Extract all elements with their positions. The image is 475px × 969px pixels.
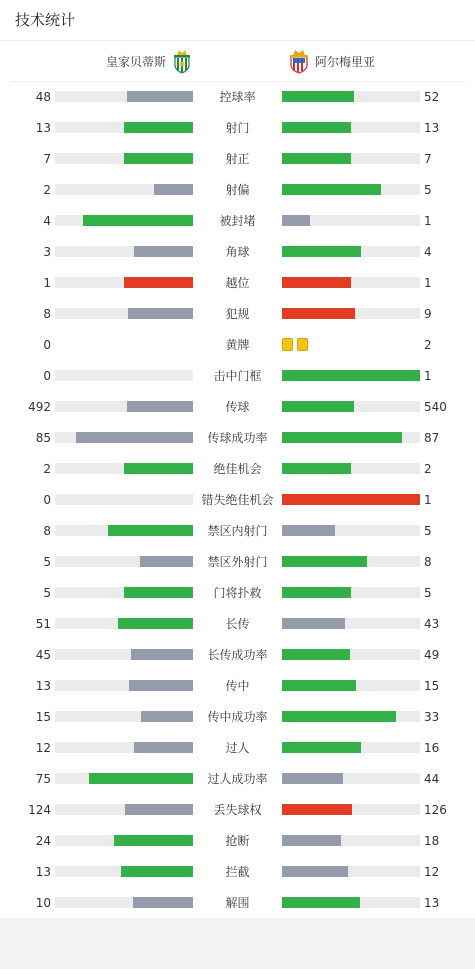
home-bar-track — [55, 277, 193, 288]
home-bar-fill — [131, 649, 193, 660]
away-bar-fill — [282, 215, 310, 226]
away-bar-track — [282, 401, 420, 412]
home-bar-track — [55, 556, 193, 567]
team-header — [0, 47, 475, 75]
home-value: 48 — [35, 90, 51, 104]
stat-row — [0, 515, 475, 546]
away-bar-fill — [282, 91, 354, 102]
home-bar-fill — [124, 153, 193, 164]
stat-row — [0, 608, 475, 639]
home-bar-track — [55, 618, 193, 629]
home-value: 2 — [43, 183, 51, 197]
stats-list — [0, 81, 475, 918]
stat-row — [0, 236, 475, 267]
stat-row — [0, 856, 475, 887]
away-value: 52 — [424, 90, 440, 104]
away-value: 126 — [424, 803, 447, 817]
home-bar-track — [55, 525, 193, 536]
home-value: 0 — [43, 493, 51, 507]
away-value: 5 — [424, 524, 432, 538]
stat-row — [0, 112, 475, 143]
home-value: 45 — [35, 648, 51, 662]
home-bar-fill — [134, 246, 193, 257]
almeria-crest-icon — [288, 48, 310, 74]
home-value: 8 — [43, 307, 51, 321]
away-bar-fill — [282, 525, 335, 536]
away-bar-fill — [282, 711, 396, 722]
away-value: 1 — [424, 369, 432, 383]
home-bar-fill — [89, 773, 193, 784]
stat-label: 犯规 — [225, 307, 250, 321]
home-bar-fill — [124, 277, 193, 288]
away-bar-fill — [282, 370, 420, 381]
home-bar-track — [55, 804, 193, 815]
home-bar-fill — [76, 432, 193, 443]
stat-label: 传球 — [225, 400, 250, 414]
yellow-card-icon — [282, 338, 293, 351]
away-bar-track — [282, 308, 420, 319]
stat-label: 拦截 — [225, 865, 250, 879]
home-bar-fill — [121, 866, 193, 877]
stat-row — [0, 484, 475, 515]
away-bar-track — [282, 277, 420, 288]
stat-label: 被封堵 — [219, 214, 256, 228]
home-bar-fill — [118, 618, 193, 629]
stat-row — [0, 81, 475, 112]
home-value: 0 — [43, 338, 51, 352]
away-value: 1 — [424, 493, 432, 507]
away-bar-track — [282, 742, 420, 753]
home-value: 4 — [43, 214, 51, 228]
home-bar-track — [55, 711, 193, 722]
away-value: 87 — [424, 431, 440, 445]
home-value: 13 — [35, 679, 51, 693]
away-bar-track — [282, 525, 420, 536]
home-bar-fill — [124, 587, 193, 598]
stat-row — [0, 298, 475, 329]
home-bar-track — [55, 91, 193, 102]
stat-row — [0, 143, 475, 174]
stat-row — [0, 267, 475, 298]
away-bar-fill — [282, 277, 351, 288]
stat-label: 长传成功率 — [207, 648, 268, 662]
home-value: 12 — [35, 741, 51, 755]
away-value: 1 — [424, 276, 432, 290]
stat-row — [0, 546, 475, 577]
stat-label: 长传 — [225, 617, 250, 631]
away-team-name: 阿尔梅里亚 — [315, 54, 376, 69]
away-value: 1 — [424, 214, 432, 228]
away-bar-track — [282, 773, 420, 784]
away-yellow-cards — [282, 338, 308, 351]
away-bar-fill — [282, 308, 355, 319]
home-bar-fill — [129, 680, 193, 691]
home-bar-fill — [127, 91, 193, 102]
away-value: 7 — [424, 152, 432, 166]
stat-row — [0, 577, 475, 608]
away-value: 9 — [424, 307, 432, 321]
stat-row — [0, 360, 475, 391]
away-value: 5 — [424, 183, 432, 197]
home-bar-fill — [124, 122, 193, 133]
home-bar-fill — [140, 556, 193, 567]
home-bar-track — [55, 184, 193, 195]
away-bar-fill — [282, 897, 360, 908]
away-bar-track — [282, 649, 420, 660]
home-bar-track — [55, 370, 193, 381]
stat-label: 传中 — [225, 679, 250, 693]
stat-row — [0, 794, 475, 825]
stat-row — [0, 639, 475, 670]
stat-label: 过人成功率 — [207, 772, 268, 786]
stat-row — [0, 670, 475, 701]
home-value: 8 — [43, 524, 51, 538]
stat-label: 射门 — [225, 121, 250, 135]
stat-label: 门将扑救 — [213, 586, 262, 600]
home-value: 7 — [43, 152, 51, 166]
home-bar-track — [55, 246, 193, 257]
home-value: 0 — [43, 369, 51, 383]
home-bar-fill — [125, 804, 193, 815]
section-title: 技术统计 — [15, 11, 76, 29]
home-value: 5 — [43, 586, 51, 600]
away-bar-fill — [282, 556, 367, 567]
away-bar-track — [282, 122, 420, 133]
home-bar-fill — [134, 742, 193, 753]
stat-row — [0, 763, 475, 794]
stat-label: 传球成功率 — [207, 431, 268, 445]
away-value: 15 — [424, 679, 440, 693]
home-bar-fill — [83, 215, 193, 226]
stat-label: 抢断 — [225, 834, 250, 848]
away-value: 16 — [424, 741, 440, 755]
away-bar-track — [282, 184, 420, 195]
home-value: 24 — [35, 834, 51, 848]
stat-row — [0, 205, 475, 236]
away-value: 540 — [424, 400, 447, 414]
stat-label: 射正 — [225, 152, 250, 166]
home-bar-fill — [124, 463, 193, 474]
away-bar-track — [282, 556, 420, 567]
stat-label: 控球率 — [219, 90, 256, 104]
away-bar-fill — [282, 742, 361, 753]
away-bar-track — [282, 215, 420, 226]
real-betis-crest-icon — [171, 48, 193, 74]
away-bar-fill — [282, 463, 351, 474]
title-divider — [0, 40, 475, 41]
away-bar-fill — [282, 432, 402, 443]
home-bar-fill — [114, 835, 193, 846]
away-bar-fill — [282, 773, 343, 784]
away-bar-fill — [282, 680, 356, 691]
away-bar-track — [282, 680, 420, 691]
stat-row — [0, 453, 475, 484]
home-value: 124 — [28, 803, 51, 817]
away-bar-track — [282, 432, 420, 443]
away-value: 44 — [424, 772, 440, 786]
stat-label: 解围 — [225, 896, 250, 910]
home-bar-fill — [127, 401, 193, 412]
stat-row — [0, 825, 475, 856]
home-bar-track — [55, 122, 193, 133]
away-value: 12 — [424, 865, 440, 879]
away-bar-track — [282, 153, 420, 164]
stat-label: 黄牌 — [225, 338, 250, 352]
away-bar-track — [282, 463, 420, 474]
home-bar-fill — [133, 897, 193, 908]
away-bar-track — [282, 618, 420, 629]
home-bar-track — [55, 432, 193, 443]
home-bar-fill — [154, 184, 193, 195]
home-value: 85 — [35, 431, 51, 445]
stat-row — [0, 732, 475, 763]
stat-row — [0, 887, 475, 918]
away-bar-track — [282, 835, 420, 846]
home-bar-track — [55, 742, 193, 753]
home-bar-track — [55, 680, 193, 691]
home-value: 15 — [35, 710, 51, 724]
stat-label: 绝佳机会 — [213, 462, 262, 476]
home-value: 13 — [35, 121, 51, 135]
away-bar-fill — [282, 122, 351, 133]
home-bar-track — [55, 494, 193, 505]
away-value: 43 — [424, 617, 440, 631]
home-bar-track — [55, 308, 193, 319]
away-bar-fill — [282, 866, 348, 877]
stat-label: 角球 — [225, 245, 250, 259]
away-value: 5 — [424, 586, 432, 600]
home-bar-track — [55, 215, 193, 226]
away-bar-track — [282, 711, 420, 722]
home-bar-track — [55, 463, 193, 474]
away-bar-fill — [282, 401, 354, 412]
away-team[interactable] — [288, 47, 375, 75]
yellow-card-icon — [297, 338, 308, 351]
away-bar-track — [282, 866, 420, 877]
away-bar-track — [282, 246, 420, 257]
stat-label: 错失绝佳机会 — [201, 493, 274, 507]
away-value: 18 — [424, 834, 440, 848]
home-value: 492 — [28, 400, 51, 414]
away-bar-fill — [282, 153, 351, 164]
away-value: 13 — [424, 121, 440, 135]
away-value: 2 — [424, 462, 432, 476]
away-value: 49 — [424, 648, 440, 662]
away-bar-track — [282, 804, 420, 815]
home-team-name: 皇家贝蒂斯 — [105, 54, 166, 69]
stat-row — [0, 701, 475, 732]
home-value: 5 — [43, 555, 51, 569]
home-bar-track — [55, 153, 193, 164]
away-bar-fill — [282, 246, 361, 257]
home-bar-track — [55, 401, 193, 412]
away-value: 8 — [424, 555, 432, 569]
stat-label: 击中门框 — [213, 369, 262, 383]
stat-label: 越位 — [225, 276, 250, 290]
stat-row — [0, 329, 475, 360]
home-value: 51 — [35, 617, 51, 631]
stat-label: 射偏 — [225, 183, 250, 197]
away-bar-track — [282, 897, 420, 908]
home-bar-fill — [108, 525, 193, 536]
home-bar-fill — [141, 711, 193, 722]
away-bar-track — [282, 494, 420, 505]
away-bar-track — [282, 370, 420, 381]
stat-row — [0, 391, 475, 422]
away-bar-fill — [282, 587, 351, 598]
home-value: 10 — [35, 896, 51, 910]
away-bar-fill — [282, 494, 420, 505]
away-bar-track — [282, 91, 420, 102]
stat-label: 禁区内射门 — [207, 524, 268, 538]
home-team[interactable] — [106, 47, 193, 75]
home-value: 1 — [43, 276, 51, 290]
away-bar-fill — [282, 804, 352, 815]
home-bar-track — [55, 587, 193, 598]
home-bar-track — [55, 773, 193, 784]
home-value: 75 — [35, 772, 51, 786]
stat-label: 丢失球权 — [213, 803, 262, 817]
stat-label: 禁区外射门 — [207, 555, 268, 569]
away-value: 4 — [424, 245, 432, 259]
away-bar-fill — [282, 184, 381, 195]
stat-label: 过人 — [225, 741, 250, 755]
stat-row — [0, 422, 475, 453]
away-value: 13 — [424, 896, 440, 910]
away-value: 33 — [424, 710, 440, 724]
away-bar-fill — [282, 835, 341, 846]
home-bar-track — [55, 866, 193, 877]
stat-row — [0, 174, 475, 205]
home-bar-track — [55, 835, 193, 846]
home-value: 3 — [43, 245, 51, 259]
away-bar-fill — [282, 618, 345, 629]
home-bar-fill — [128, 308, 193, 319]
away-value: 2 — [424, 338, 432, 352]
home-bar-track — [55, 897, 193, 908]
home-value: 2 — [43, 462, 51, 476]
home-bar-track — [55, 649, 193, 660]
home-value: 13 — [35, 865, 51, 879]
away-bar-track — [282, 587, 420, 598]
stat-label: 传中成功率 — [207, 710, 268, 724]
away-bar-fill — [282, 649, 350, 660]
